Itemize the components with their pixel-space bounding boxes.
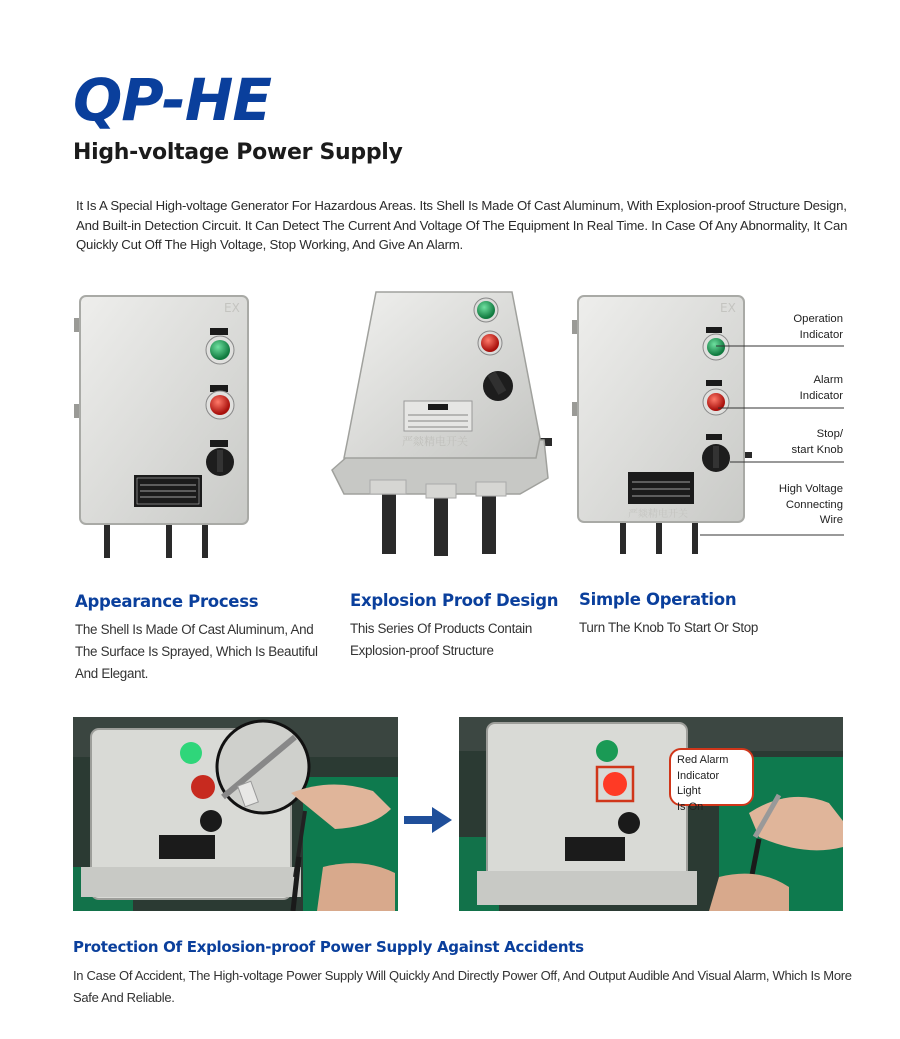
ex-mark: EX — [224, 301, 240, 315]
intro-paragraph: It Is A Special High-voltage Generator For Hazardous Areas. Its Shell Is Made Of Cast Aluminum, With Explosion-proof Structure Design, And Built-in Detection Circuit. It Can Detect The Current And Voltage Of The Equipment In Real Time. In Case Of Any Abnormality, It Can Quickly Cut Off The High Voltage, Stop Working, And Give An Alarm. — [76, 198, 848, 253]
feature-text-simple-operation: Turn The Knob To Start Or Stop — [579, 620, 759, 635]
demo-photo-before — [73, 717, 398, 911]
feature-title-explosion-proof: Explosion Proof Design — [350, 591, 559, 610]
product-front-image — [74, 292, 254, 558]
feature-title-appearance: Appearance Process — [75, 592, 259, 611]
feature-title-simple-operation: Simple Operation — [579, 590, 737, 609]
product-angled-image — [330, 288, 552, 556]
demo-photo-after — [459, 717, 843, 911]
callout-operation-indicator: Operation Indicator — [793, 313, 843, 341]
callout-alarm-indicator: Alarm Indicator — [799, 374, 843, 402]
ex-mark-2: EX — [720, 301, 736, 315]
brand-watermark: 严燚精电开关 — [402, 435, 468, 448]
callout-stop-start-knob: Stop/ start Knob — [791, 428, 843, 456]
alarm-callout-bubble: Red Alarm Indicator Light Is On — [669, 748, 754, 806]
right-arrow-icon — [404, 807, 452, 833]
feature-text-explosion-proof: This Series Of Products Contain Explosion-proof Structure — [350, 621, 532, 658]
product-subtitle: High-voltage Power Supply — [73, 140, 403, 165]
protection-title: Protection Of Explosion-proof Power Supply Against Accidents — [73, 938, 584, 956]
brand-watermark-3: 严燚精电开关 — [628, 509, 688, 520]
model-title: QP-HE — [73, 66, 272, 134]
feature-text-appearance: The Shell Is Made Of Cast Aluminum, And The Surface Is Sprayed, Which Is Beautiful And Elegant. — [75, 622, 318, 681]
protection-text: In Case Of Accident, The High-voltage Power Supply Will Quickly And Directly Power Off, And Output Audible And Visual Alarm, Which Is More Safe And Reliable. — [73, 968, 852, 1005]
callout-high-voltage-wire: High Voltage Connecting Wire — [778, 483, 843, 526]
